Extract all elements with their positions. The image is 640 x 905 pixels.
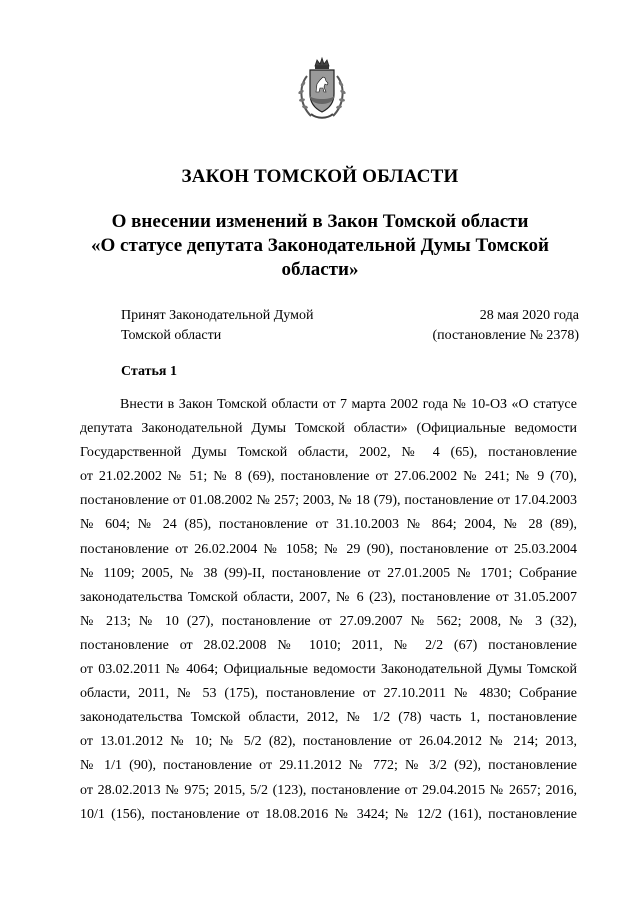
article-line: законодательства Томской области, 2007, № 6 (23), постановление от 31.05.2007 xyxy=(80,589,577,605)
article-line: от 13.01.2012 № 10; № 5/2 (82), постановление от 26.04.2012 № 214; 2013, xyxy=(80,734,577,750)
article-line: законодательства Томской области, 2012, № 1/2 (78) часть 1, постановление xyxy=(80,710,577,726)
adoption-date xyxy=(432,306,579,346)
article-line: постановление от 01.08.2002 № 257; 2003, № 18 (79), постановление от 17.04.2003 xyxy=(80,493,577,509)
article-line: постановление от 26.02.2004 № 1058; № 29 (90), постановление от 25.03.2004 xyxy=(80,541,577,557)
adoption-body-line: Принят Законодательной Думой xyxy=(121,308,314,323)
article-line: от 28.02.2013 № 975; 2015, 5/2 (123), постановление от 29.04.2015 № 2657; 2016, xyxy=(80,782,577,798)
law-subtitle xyxy=(90,210,550,282)
law-title: ЗАКОН ТОМСКОЙ ОБЛАСТИ xyxy=(181,166,459,187)
article-line: № 604; № 24 (85), постановление от 31.10.2003 № 864; 2004, № 28 (89), xyxy=(80,517,577,533)
article-line: Внести в Закон Томской области от 7 марта 2002 года № 10-ОЗ «О статусе xyxy=(120,397,577,412)
article-line: Государственной Думы Томской области, 2002, № 4 (65), постановление xyxy=(80,445,577,461)
tomsk-coat-of-arms-icon xyxy=(295,56,349,122)
law-subtitle-line: области» xyxy=(281,259,359,280)
article-line: области, 2011, № 53 (175), постановление от 27.10.2011 № 4830; Собрание xyxy=(80,686,577,702)
law-subtitle-line: О внесении изменений в Закон Томской области xyxy=(111,211,529,232)
article-line: № 1109; 2005, № 38 (99)-II, постановление от 27.01.2005 № 1701; Собрание xyxy=(80,565,577,581)
adoption-body-line: Томской области xyxy=(121,328,222,343)
article-body xyxy=(80,393,577,827)
article-line: депутата Законодательной Думы Томской области» (Официальные ведомости xyxy=(80,421,577,437)
article-line: постановление от 28.02.2008 № 1010; 2011, № 2/2 (67) постановление xyxy=(80,637,577,653)
article-line: от 03.02.2011 № 4064; Официальные ведомости Законодательной Думы Томской xyxy=(80,662,577,678)
article-heading: Статья 1 xyxy=(121,364,177,379)
law-subtitle-line: «О статусе депутата Законодательной Думы Томской xyxy=(91,235,549,256)
article-line: 10/1 (156), постановление от 18.08.2016 № 3424; № 12/2 (161), постановление xyxy=(80,806,577,822)
adoption-resolution-line: (постановление № 2378) xyxy=(432,328,579,343)
article-line: № 1/1 (90), постановление от 29.11.2012 № 772; № 3/2 (92), постановление xyxy=(80,758,577,774)
adoption-date-line: 28 мая 2020 года xyxy=(479,308,579,323)
article-line: № 213; № 10 (27), постановление от 27.09.2007 № 562; 2008, № 3 (32), xyxy=(80,613,577,629)
adoption-body xyxy=(121,306,313,346)
article-line: от 21.02.2002 № 51; № 8 (69), постановление от 27.06.2002 № 241; № 9 (70), xyxy=(80,469,577,485)
